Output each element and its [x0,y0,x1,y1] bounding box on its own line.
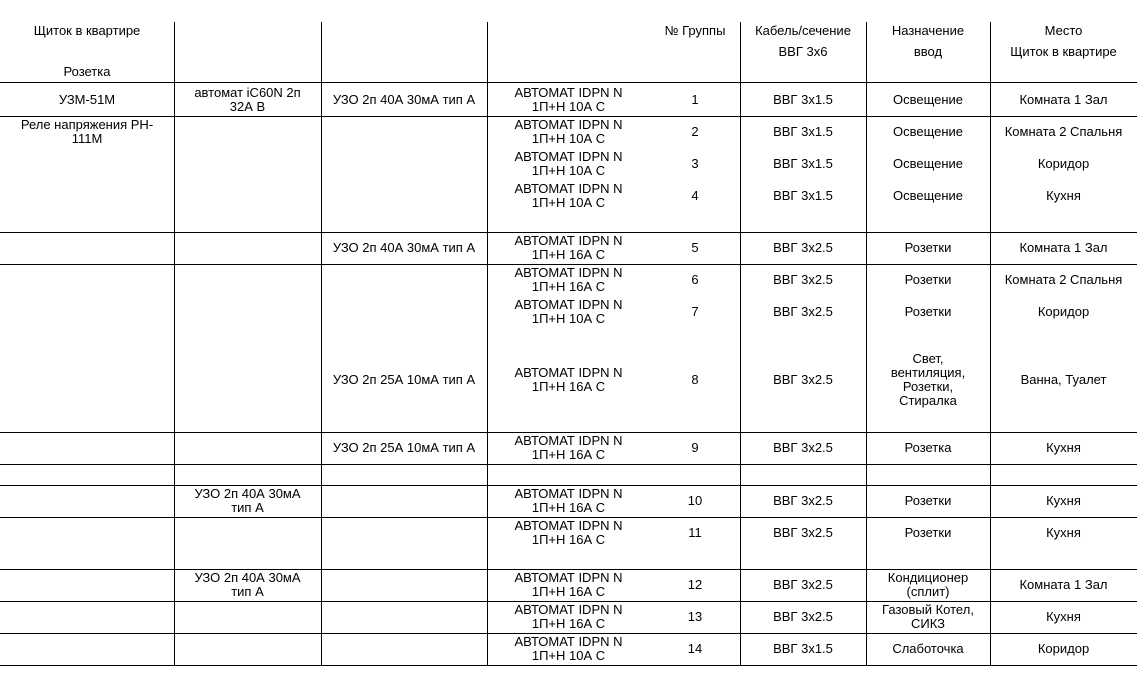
main-breaker: автомат iC60N 2п 32А B [194,85,301,114]
group-number-cell: 5 [691,240,699,255]
group-number-cell: 3 [691,156,699,171]
place-cell: Комната 1 Зал [1019,577,1108,592]
cable-cell: ВВГ 3х1.5 [773,641,833,656]
purpose-cell: Свет, вентиляция, Розетки, Стиралка [890,351,966,408]
breaker-cell: АВТОМАТ IDPN N 1П+Н 16А С [514,265,623,294]
cable-cell: ВВГ 3х2.5 [773,304,833,319]
grid-horizontal-line [0,601,1137,602]
place-cell: Кухня [1046,440,1081,455]
grid-vertical-line [740,82,741,665]
cable-cell: ВВГ 3х1.5 [773,188,833,203]
purpose-cell: Освещение [892,92,964,107]
voltage-relay: Реле напряжения РН- 111М [20,117,154,146]
grid-horizontal-line [0,485,1137,486]
breaker-cell: АВТОМАТ IDPN N 1П+Н 16А С [514,433,623,462]
group-number-cell: 8 [691,372,699,387]
group-number-cell: 2 [691,124,699,139]
header-panel-label: Щиток в квартире [33,23,141,38]
group-number-cell: 7 [691,304,699,319]
place-cell: Коридор [1037,641,1090,656]
grid-horizontal-line [0,264,1137,265]
header-cable-value: ВВГ 3х6 [778,44,828,59]
cable-cell: ВВГ 3х2.5 [773,240,833,255]
breaker-cell: АВТОМАТ IDPN N 1П+Н 16А С [514,486,623,515]
cable-cell: ВВГ 3х2.5 [773,609,833,624]
purpose-cell: Розетки [904,272,952,287]
grid-horizontal-line [0,232,1137,233]
group-number-cell: 12 [687,577,703,592]
cable-cell: ВВГ 3х1.5 [773,92,833,107]
header-cable-title: Кабель/сечение [755,23,851,38]
place-cell: Кухня [1046,493,1081,508]
cable-cell: ВВГ 3х2.5 [773,440,833,455]
breaker-cell: АВТОМАТ IDPN N 1П+Н 10А С [514,85,623,114]
breaker-cell: АВТОМАТ IDPN N 1П+Н 16А С [514,518,623,547]
grid-horizontal-line [0,517,1137,518]
cable-cell: ВВГ 3х2.5 [773,372,833,387]
purpose-cell: Розетка [904,440,952,455]
place-cell: Комната 1 Зал [1019,92,1108,107]
voltage-monitor-uzm: УЗМ-51М [58,92,116,107]
header-purpose-value: ввод [913,44,943,59]
group-number-cell: 9 [691,440,699,455]
breaker-cell: АВТОМАТ IDPN N 1П+Н 10А С [514,117,623,146]
group-number-cell: 1 [691,92,699,107]
rcd-block-a: УЗО 2п 40А 30мА тип А [194,486,301,515]
cable-cell: ВВГ 3х1.5 [773,124,833,139]
rcd-block-b: УЗО 2п 40А 30мА тип А [194,570,301,599]
rcd-kitchen: УЗО 2п 25А 10мА тип А [332,440,476,455]
rcd-sockets: УЗО 2п 40А 30мА тип А [332,240,476,255]
grid-horizontal-line [0,633,1137,634]
breaker-cell: АВТОМАТ IDPN N 1П+Н 10А С [514,181,623,210]
header-group-number: № Группы [664,23,726,38]
grid-horizontal-line [0,432,1137,433]
place-cell: Коридор [1037,304,1090,319]
group-number-cell: 6 [691,272,699,287]
place-cell: Комната 1 Зал [1019,240,1108,255]
grid-horizontal-line [0,464,1137,465]
grid-horizontal-line [0,569,1137,570]
breaker-cell: АВТОМАТ IDPN N 1П+Н 10А С [514,149,623,178]
place-cell: Комната 2 Спальня [1004,272,1123,287]
place-cell: Ванна, Туалет [1020,372,1107,387]
place-cell: Кухня [1046,525,1081,540]
place-cell: Кухня [1046,609,1081,624]
purpose-cell: Освещение [892,156,964,171]
grid-vertical-line [740,22,741,82]
breaker-cell: АВТОМАТ IDPN N 1П+Н 16А С [514,602,623,631]
purpose-cell: Освещение [892,188,964,203]
place-cell: Кухня [1046,188,1081,203]
group-number-cell: 11 [688,525,702,540]
group-number-cell: 14 [687,641,703,656]
breaker-cell: АВТОМАТ IDPN N 1П+Н 16А С [514,365,623,394]
purpose-cell: Газовый Котел, СИКЗ [882,602,974,631]
purpose-cell: Розетки [904,304,952,319]
cable-cell: ВВГ 3х2.5 [773,525,833,540]
purpose-cell: Освещение [892,124,964,139]
grid-horizontal-line [0,82,1137,83]
breaker-cell: АВТОМАТ IDPN N 1П+Н 16А С [514,570,623,599]
cable-cell: ВВГ 3х1.5 [773,156,833,171]
breaker-cell: АВТОМАТ IDPN N 1П+Н 10А С [514,297,623,326]
purpose-cell: Розетки [904,493,952,508]
purpose-cell: Розетки [904,525,952,540]
header-place-value: Щиток в квартире [1010,44,1117,59]
group-number-cell: 4 [691,188,699,203]
header-place-title: Место [1044,23,1083,38]
breaker-cell: АВТОМАТ IDPN N 1П+Н 10А С [514,634,623,663]
cable-cell: ВВГ 3х2.5 [773,493,833,508]
purpose-cell: Кондиционер (сплит) [887,570,969,599]
rcd-lighting: УЗО 2п 40А 30мА тип А [332,92,476,107]
group-number-cell: 10 [687,493,703,508]
header-socket-label: Розетка [63,64,111,79]
cable-cell: ВВГ 3х2.5 [773,577,833,592]
breaker-cell: АВТОМАТ IDPN N 1П+Н 16А С [514,233,623,262]
place-cell: Комната 2 Спальня [1004,124,1123,139]
group-number-cell: 13 [687,609,703,624]
purpose-cell: Розетки [904,240,952,255]
grid-horizontal-line [0,665,1137,666]
cable-cell: ВВГ 3х2.5 [773,272,833,287]
grid-horizontal-line [0,116,1137,117]
rcd-bathroom: УЗО 2п 25А 10мА тип А [332,372,476,387]
place-cell: Коридор [1037,156,1090,171]
purpose-cell: Слаботочка [892,641,964,656]
header-purpose-title: Назначение [891,23,965,38]
